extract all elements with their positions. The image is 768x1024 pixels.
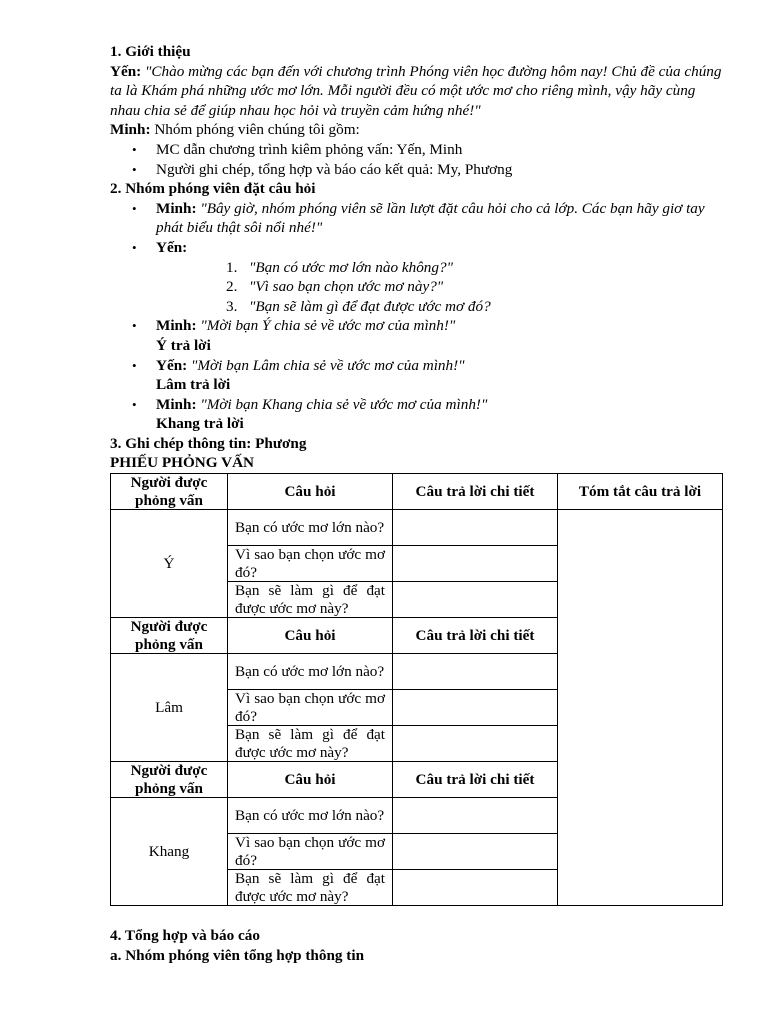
question-cell: Bạn sẽ làm gì để đạt được ước mơ này? xyxy=(228,582,393,618)
question-cell: Bạn sẽ làm gì để đạt được ước mơ này? xyxy=(228,726,393,762)
list-item xyxy=(110,316,725,355)
list-item: • MC dẫn chương trình kiêm phỏng vấn: Yến, Minh xyxy=(110,140,725,160)
speaker-label: Minh: xyxy=(156,317,197,335)
speaker-label: Yến: xyxy=(110,62,142,80)
table-header-row xyxy=(111,474,723,510)
header-question: Câu hỏi xyxy=(228,618,393,654)
question-cell: Vì sao bạn chọn ước mơ đó? xyxy=(228,834,393,870)
person-cell: Ý xyxy=(111,510,228,618)
call-text: "Mời bạn Khang chia sẻ về ước mơ của mình!" xyxy=(200,395,488,413)
spacer xyxy=(110,906,725,926)
answer-cell[interactable] xyxy=(393,690,558,726)
person-cell: Lâm xyxy=(111,654,228,762)
question-text: "Bạn sẽ làm gì để đạt được ước mơ đó? xyxy=(249,297,491,315)
list-item xyxy=(110,258,725,278)
speaker-label: Minh: xyxy=(156,395,197,413)
minh-prompt-text: "Bây giờ, nhóm phóng viên sẽ lần lượt đặt câu hỏi cho cả lớp. Các bạn hãy giơ tay phát biểu thật sôi nổi nhé!" xyxy=(156,199,705,237)
answer-cell[interactable] xyxy=(393,726,558,762)
dialogue-list xyxy=(110,199,725,258)
list-item xyxy=(110,199,725,238)
question-cell: Bạn sẽ làm gì để đạt được ước mơ này? xyxy=(228,870,393,906)
list-item xyxy=(110,238,725,258)
answer-label: Lâm trả lời xyxy=(156,376,231,394)
yen-intro-paragraph xyxy=(110,62,725,121)
document-page xyxy=(110,42,725,965)
speaker-label: Minh: xyxy=(156,199,197,217)
list-item xyxy=(110,395,725,434)
answer-cell[interactable] xyxy=(393,798,558,834)
section-2-heading: 2. Nhóm phóng viên đặt câu hỏi xyxy=(110,180,316,198)
section-3-heading: 3. Ghi chép thông tin: Phương xyxy=(110,434,307,452)
answer-cell[interactable] xyxy=(393,870,558,906)
header-question: Câu hỏi xyxy=(228,474,393,510)
form-title: PHIẾU PHỎNG VẤN xyxy=(110,454,255,472)
list-item xyxy=(110,356,725,395)
section-4-heading: 4. Tổng hợp và báo cáo xyxy=(110,927,260,945)
call-text: "Mời bạn Ý chia sẻ về ước mơ của mình!" xyxy=(200,317,456,335)
minh-intro-paragraph xyxy=(110,120,725,140)
question-cell: Bạn có ước mơ lớn nào? xyxy=(228,510,393,546)
answer-cell[interactable] xyxy=(393,834,558,870)
question-number: 2. xyxy=(226,278,238,296)
question-cell: Bạn có ước mơ lớn nào? xyxy=(228,654,393,690)
question-text: "Vì sao bạn chọn ước mơ này?" xyxy=(249,278,444,296)
header-person: Người được phỏng vấn xyxy=(111,618,228,654)
interview-table xyxy=(110,473,723,906)
speaker-label: Yến: xyxy=(156,238,188,256)
section-4a-heading: a. Nhóm phóng viên tổng hợp thông tin xyxy=(110,946,365,964)
question-list xyxy=(110,258,725,317)
answer-label: Ý trả lời xyxy=(156,336,211,354)
header-person: Người được phỏng vấn xyxy=(111,474,228,510)
header-question: Câu hỏi xyxy=(228,762,393,798)
answer-cell[interactable] xyxy=(393,582,558,618)
member-list xyxy=(110,140,725,179)
header-summary: Tóm tắt câu trả lời xyxy=(558,474,723,510)
header-answer: Câu trả lời chi tiết xyxy=(393,618,558,654)
question-cell: Bạn có ước mơ lớn nào? xyxy=(228,798,393,834)
call-text: "Mời bạn Lâm chia sẻ về ước mơ của mình!" xyxy=(191,356,465,374)
header-answer: Câu trả lời chi tiết xyxy=(393,762,558,798)
answer-cell[interactable] xyxy=(393,654,558,690)
section-1-heading: 1. Giới thiệu xyxy=(110,43,191,60)
speaker-label: Minh: xyxy=(110,121,151,139)
question-cell: Vì sao bạn chọn ước mơ đó? xyxy=(228,546,393,582)
header-person: Người được phỏng vấn xyxy=(111,762,228,798)
list-item xyxy=(110,277,725,297)
list-item: • Người ghi chép, tổng hợp và báo cáo kết quả: My, Phương xyxy=(110,160,725,180)
question-number: 1. xyxy=(226,258,238,276)
table-row xyxy=(111,510,723,546)
list-item xyxy=(110,297,725,317)
header-answer: Câu trả lời chi tiết xyxy=(393,474,558,510)
answer-label: Khang trả lời xyxy=(156,415,244,433)
answer-cell[interactable] xyxy=(393,510,558,546)
yen-intro-text: "Chào mừng các bạn đến với chương trình Phóng viên học đường hôm nay! Chủ đề của chúng ta là Khám phá những ước mơ lớn. Mỗi người đều có một ước mơ cho riêng mình, vậy hãy cùng nhau chia sẻ để giúp nhau học hỏi và truyền cảm hứng nhé!" xyxy=(110,62,722,119)
answer-cell[interactable] xyxy=(393,546,558,582)
question-text: "Bạn có ước mơ lớn nào không?" xyxy=(249,258,453,276)
question-number: 3. xyxy=(226,297,238,315)
minh-intro-text: Nhóm phóng viên chúng tôi gồm: xyxy=(154,121,360,139)
call-list xyxy=(110,316,725,434)
speaker-label: Yến: xyxy=(156,356,188,374)
summary-cell[interactable] xyxy=(558,510,723,906)
question-cell: Vì sao bạn chọn ước mơ đó? xyxy=(228,690,393,726)
person-cell: Khang xyxy=(111,798,228,906)
